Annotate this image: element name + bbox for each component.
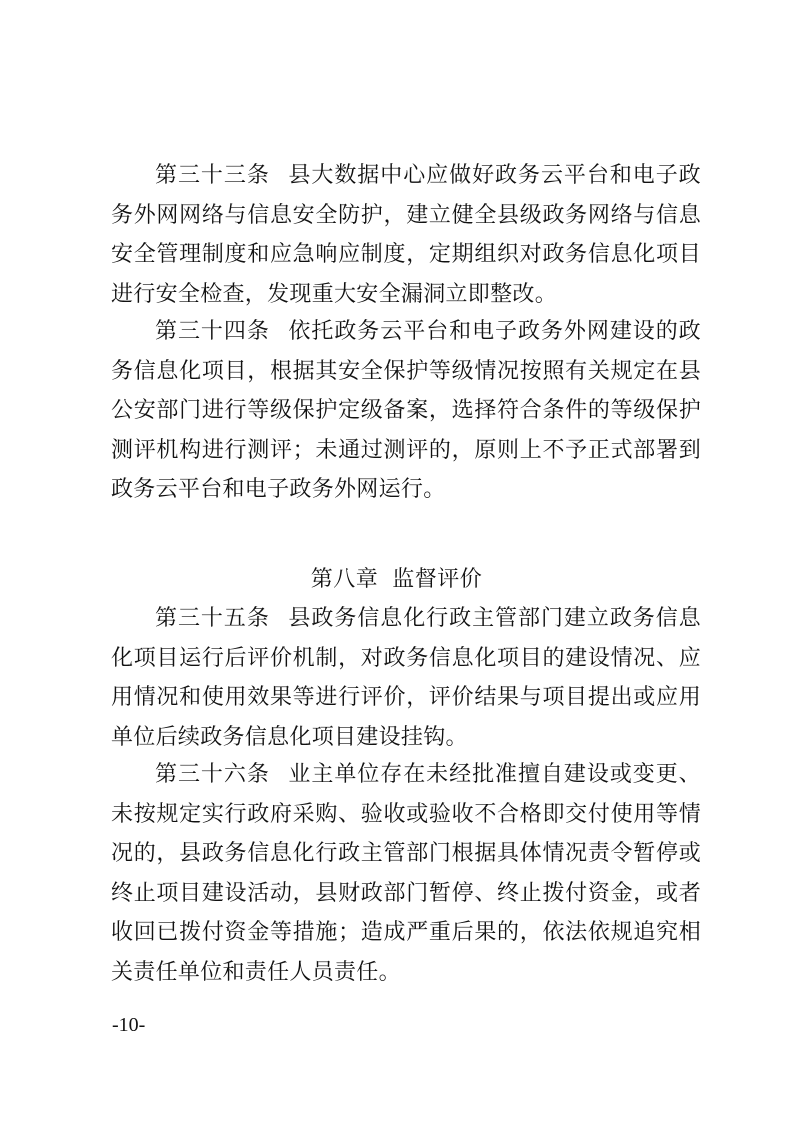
article-33 <box>111 156 701 314</box>
article-34-text: 依托政务云平台和电子政务外网建设的政务信息化项目，根据其安全保护等级情况按照有关规定在县公安部门进行等级保护定级备案，选择符合条件的等级保护测评机构进行测评；未通过测评的，原则上不予正式部署到政务云平台和电子政务外网运行。 <box>111 319 701 502</box>
chapter-heading <box>0 560 793 600</box>
chapter-number: 第八章 <box>310 567 379 592</box>
article-36-label: 第三十六条 <box>155 762 270 787</box>
page-number: -10- <box>112 1014 146 1036</box>
article-35-label: 第三十五条 <box>155 606 270 631</box>
article-36 <box>111 755 701 992</box>
article-36-text: 业主单位存在未经批准擅自建设或变更、未按规定实行政府采购、验收或验收不合格即交付使用等情况的，县政务信息化行政主管部门根据具体情况责令暂停或终止项目建设活动，县财政部门暂停、终止拨付资金，或者收回已拨付资金等措施；造成严重后果的，依法依规追究相关责任单位和责任人员责任。 <box>111 762 701 985</box>
article-33-text: 县大数据中心应做好政务云平台和电子政务外网网络与信息安全防护，建立健全县级政务网络与信息安全管理制度和应急响应制度，定期组织对政务信息化项目进行安全检查，发现重大安全漏洞立即整改。 <box>111 163 701 307</box>
article-34-label: 第三十四条 <box>155 319 270 344</box>
article-35-text: 县政务信息化行政主管部门建立政务信息化项目运行后评价机制，对政务信息化项目的建设情况、应用情况和使用效果等进行评价，评价结果与项目提出或应用单位后续政务信息化项目建设挂钩。 <box>111 606 701 750</box>
article-34 <box>111 312 701 510</box>
article-33-label: 第三十三条 <box>155 163 270 188</box>
chapter-title: 监督评价 <box>392 567 483 592</box>
article-35 <box>111 599 701 757</box>
